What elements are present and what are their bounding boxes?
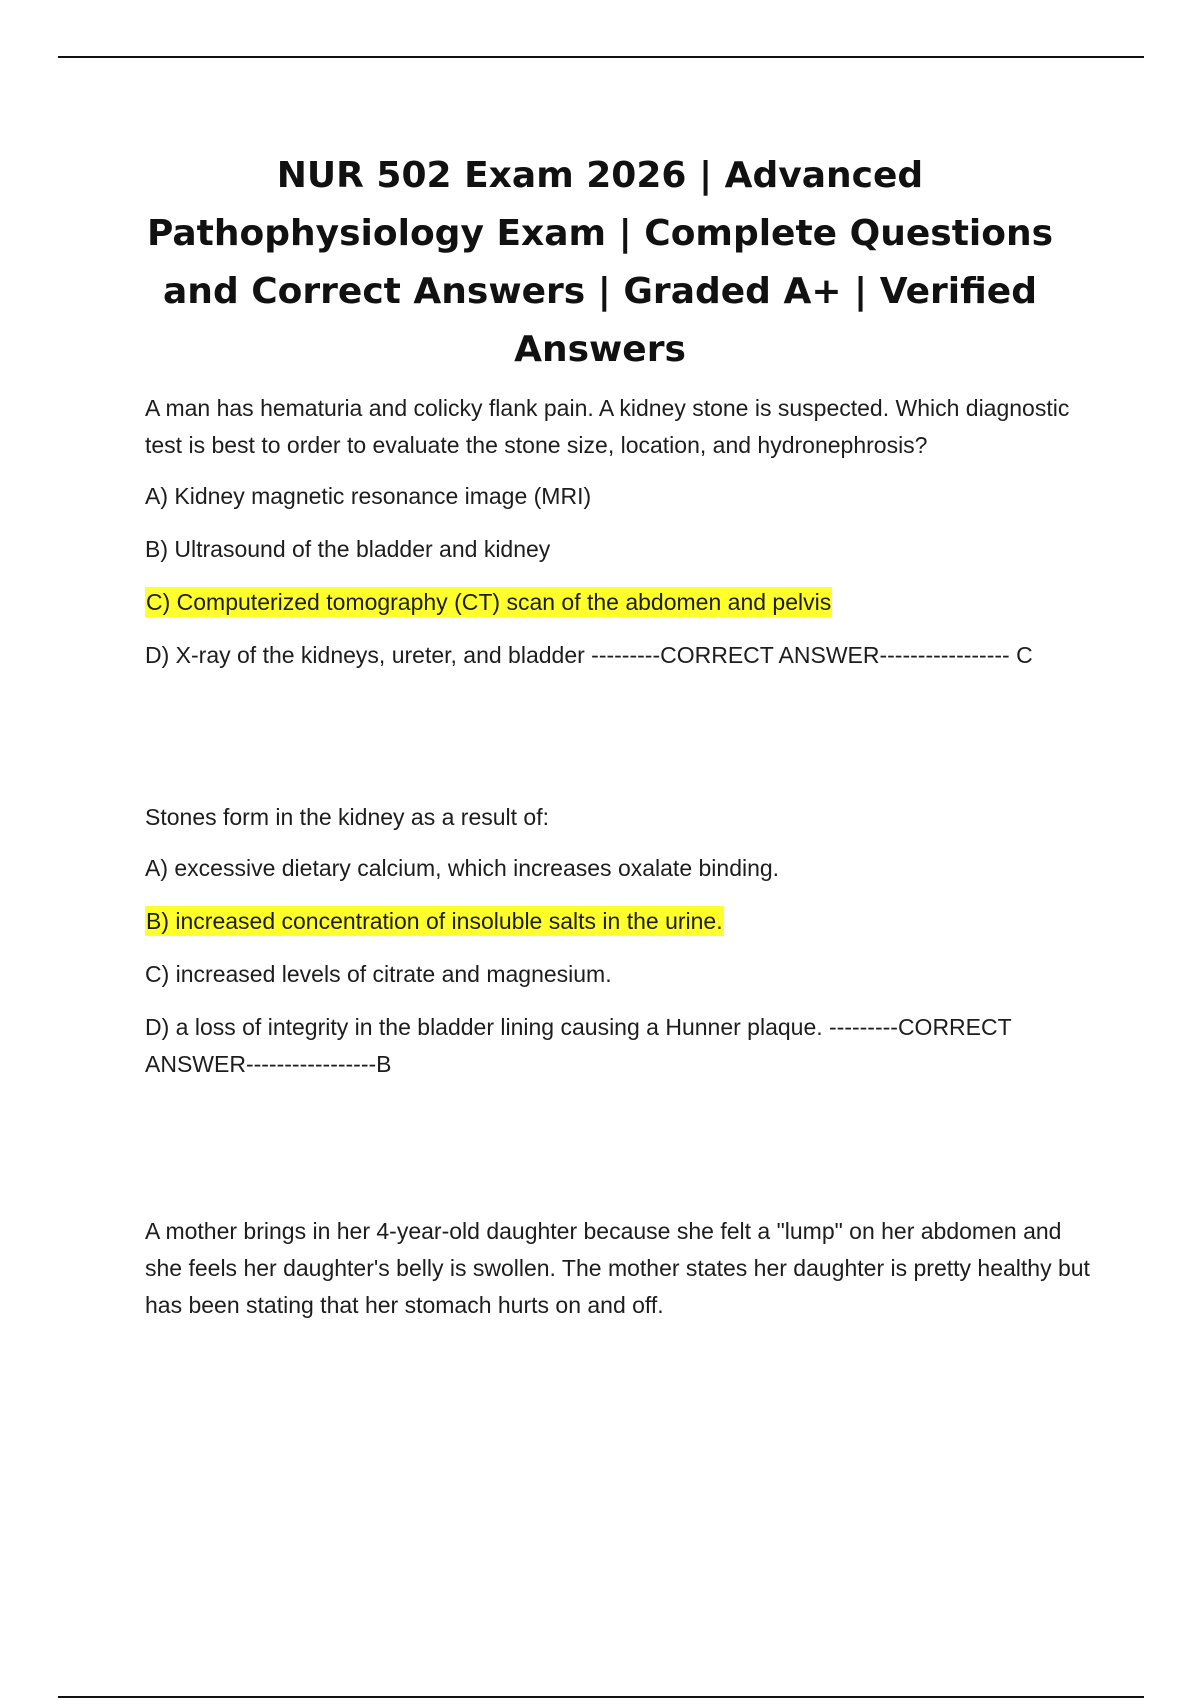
correct-answer-highlight: B) increased concentration of insoluble salts in the urine.	[146, 908, 723, 934]
answer-option: C) increased levels of citrate and magnesium.	[145, 961, 612, 987]
question-block	[145, 390, 1095, 674]
bottom-rule	[58, 1696, 1144, 1698]
document-title: NUR 502 Exam 2026 | Advanced Pathophysiology Exam | Complete Questions and Correct Answers | Graded A+ | Verified Answers	[146, 155, 1054, 370]
answer-option-correct	[145, 584, 1095, 621]
top-rule	[58, 56, 1144, 58]
answer-option: A) excessive dietary calcium, which increases oxalate binding.	[145, 855, 780, 881]
answer-option: D) X-ray of the kidneys, ureter, and bladder ---------CORRECT ANSWER----------------- C	[145, 642, 1033, 668]
answer-option-correct	[145, 903, 1095, 940]
document-body	[145, 390, 1095, 1338]
correct-answer-highlight: C) Computerized tomography (CT) scan of the abdomen and pelvis	[146, 589, 832, 615]
answer-option: D) a loss of integrity in the bladder lining causing a Hunner plaque. ---------CORRECT ANSWER-----------------B	[145, 1014, 1012, 1077]
answer-option: A) Kidney magnetic resonance image (MRI)	[145, 483, 592, 509]
question-block	[145, 799, 1095, 1083]
question-text: A man has hematuria and colicky flank pain. A kidney stone is suspected. Which diagnostic test is best to order to evaluate the stone size, location, and hydronephrosis?	[145, 395, 1070, 458]
question-block	[145, 1213, 1095, 1324]
answer-option: B) Ultrasound of the bladder and kidney	[145, 536, 551, 562]
spacer	[145, 1083, 1095, 1213]
spacer	[145, 674, 1095, 799]
question-text: Stones form in the kidney as a result of:	[145, 804, 549, 830]
question-text: A mother brings in her 4-year-old daughter because she felt a "lump" on her abdomen and she feels her daughter's belly is swollen. The mother states her daughter is pretty healthy but has been stating that her stomach hurts on and off.	[145, 1218, 1090, 1318]
